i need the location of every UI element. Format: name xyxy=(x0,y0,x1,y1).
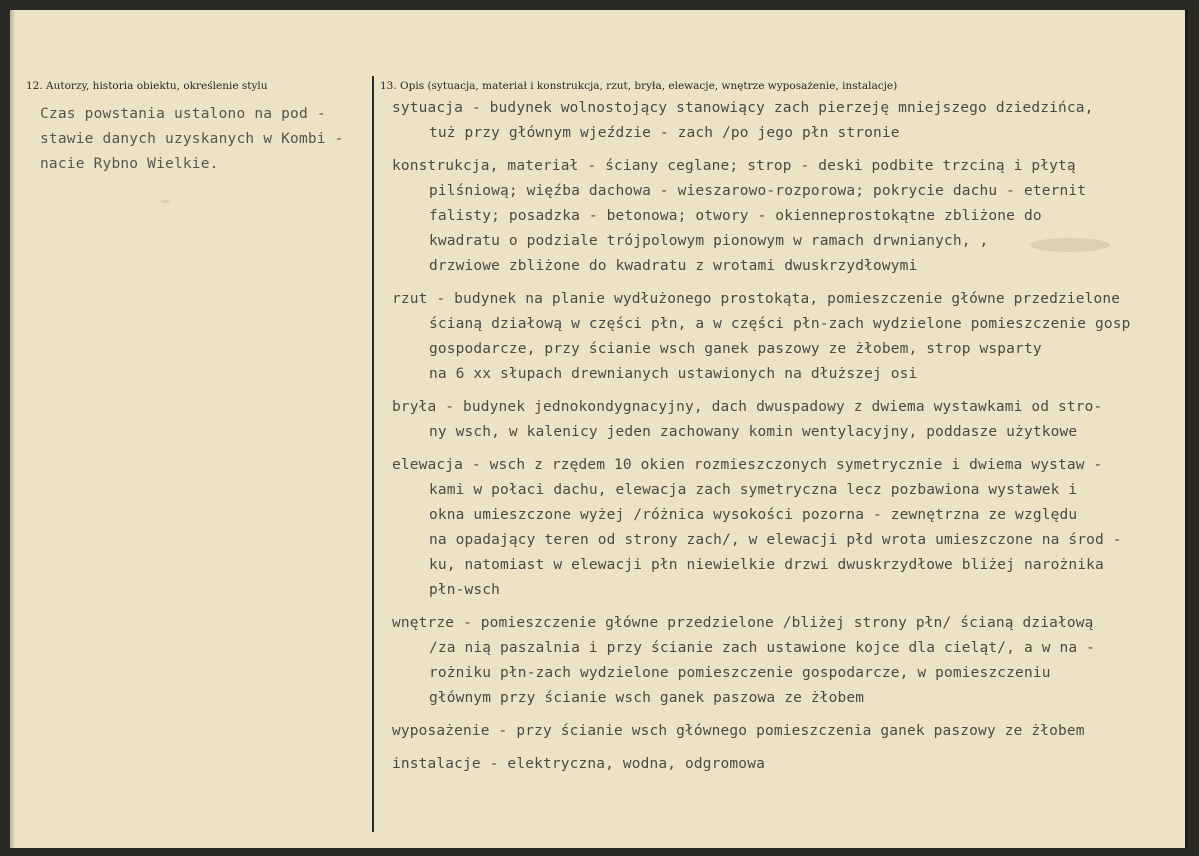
text-line: wnętrze - pomieszczenie główne przedzielone /bliżej strony płn/ ścianą działową xyxy=(392,615,1094,631)
description-entry xyxy=(392,752,1188,777)
description-entry xyxy=(392,287,1188,387)
text-line: pilśniową; więźba dachowa - wieszarowo-rozporowa; pokrycie dachu - eternit xyxy=(429,183,1087,199)
text-line: kwadratu o podziale trójpolowym pionowym w ramach drwnianych, , xyxy=(429,233,989,249)
text-line: tuż przy głównym wjeździe - zach /po jego płn stronie xyxy=(429,125,900,141)
text-line: kami w połaci dachu, elewacja zach symetryczna lecz pozbawiona wystawek i xyxy=(429,482,1078,498)
text-line: elewacja - wsch z rzędem 10 okien rozmieszczonych symetrycznie i dwiema wystaw - xyxy=(392,457,1103,473)
text-line: rzut - budynek na planie wydłużonego prostokąta, pomieszczenie główne przedzielone xyxy=(392,291,1121,307)
description-entry xyxy=(392,453,1188,603)
column-divider xyxy=(372,76,374,832)
record-card xyxy=(10,10,1188,848)
text-line: falisty; posadzka - betonowa; otwory - okienneprostokątne zbliżone do xyxy=(429,208,1042,224)
text-line: stawie danych uzyskanych w Kombi - xyxy=(40,131,344,147)
description-entry xyxy=(392,719,1188,744)
description-entry xyxy=(392,611,1188,711)
text-line: gospodarcze, przy ścianie wsch ganek paszowy ze żłobem, strop wsparty xyxy=(429,341,1042,357)
description-entry xyxy=(392,154,1188,279)
text-line: drzwiowe zbliżone do kwadratu z wrotami dwuskrzydłowymi xyxy=(429,258,918,274)
text-line: okna umieszczone wyżej /różnica wysokości pozorna - zewnętrzna ze względu xyxy=(429,507,1078,523)
text-line: Czas powstania ustalono na pod - xyxy=(40,106,326,122)
section-12-text xyxy=(40,102,370,177)
text-line: wyposażenie - przy ścianie wsch głównego pomieszczenia ganek paszowy ze żłobem xyxy=(392,723,1085,739)
text-line: głównym przy ścianie wsch ganek paszowa ze żłobem xyxy=(429,690,865,706)
text-line: /za nią paszalnia i przy ścianie zach ustawione kojce dla cieląt/, a w na - xyxy=(429,640,1095,656)
stain xyxy=(1030,238,1110,252)
text-line: na 6 xx słupach drewnianych ustawionych na dłuższej osi xyxy=(429,366,918,382)
text-line: ku, natomiast w elewacji płn niewielkie drzwi dwuskrzydłowe bliżej narożnika xyxy=(429,557,1104,573)
text-line: konstrukcja, materiał - ściany ceglane; strop - deski podbite trzciną i płytą xyxy=(392,158,1076,174)
description-entry xyxy=(392,96,1188,146)
section-13-heading: 13. Opis (sytuacja, materiał i konstrukcja, rzut, bryła, elewacje, wnętrze wyposażenie, instalacje) xyxy=(380,80,898,92)
text-line: instalacje - elektryczna, wodna, odgromowa xyxy=(392,756,765,772)
text-line: ny wsch, w kalenicy jeden zachowany komin wentylacyjny, poddasze użytkowe xyxy=(429,424,1078,440)
text-line: nacie Rybno Wielkie. xyxy=(40,156,219,172)
text-line: rożniku płn-zach wydzielone pomieszczenie gospodarcze, w pomieszczeniu xyxy=(429,665,1051,681)
text-line: ścianą działową w części płn, a w części płn-zach wydzielone pomieszczenie gosp xyxy=(429,316,1131,332)
section-13-text xyxy=(392,96,1188,785)
stain xyxy=(160,200,170,203)
text-line: płn-wsch xyxy=(429,582,501,598)
text-line: bryła - budynek jednokondygnacyjny, dach dwuspadowy z dwiema wystawkami od stro- xyxy=(392,399,1103,415)
description-entry xyxy=(392,395,1188,445)
text-line: sytuacja - budynek wolnostojący stanowiący zach pierzeję mniejszego dziedzińca, xyxy=(392,100,1094,116)
text-line: na opadający teren od strony zach/, w elewacji płd wrota umieszczone na środ - xyxy=(429,532,1122,548)
section-12-heading: 12. Autorzy, historia obiektu, określenie stylu xyxy=(26,80,268,92)
